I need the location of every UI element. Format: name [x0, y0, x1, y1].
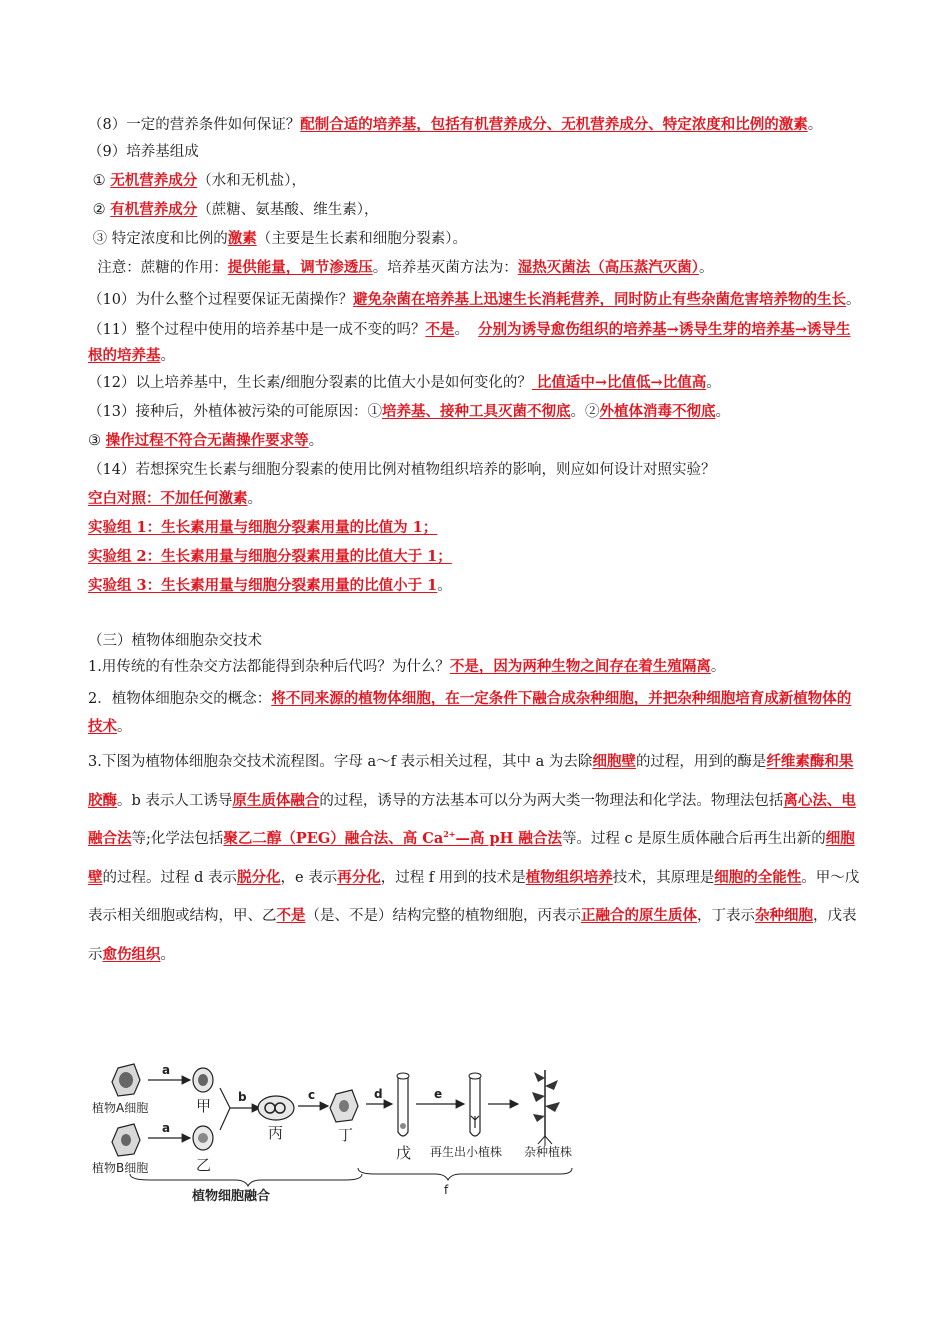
- answer-text: 培养基、接种工具灭菌不彻底: [381, 403, 571, 420]
- label-regen: 再生出小植株: [430, 1145, 503, 1159]
- label-f: f: [444, 1183, 449, 1197]
- question-13: [88, 402, 863, 422]
- punct: 。: [698, 260, 714, 276]
- question-text: 2．植物体细胞杂交的概念：: [88, 691, 272, 707]
- label-ding: 丁: [338, 1126, 354, 1144]
- answer-text: 离心法、电融合法: [88, 791, 856, 847]
- item-text: （主要是生长素和细胞分裂素）。: [256, 231, 467, 247]
- answer-text: 提供能量，调节渗透压: [227, 259, 373, 276]
- punct: 。: [710, 659, 726, 675]
- label-a-top: a: [162, 1063, 171, 1077]
- label-hybrid-plant: 杂种植株: [524, 1145, 573, 1159]
- hybridization-flow-diagram: [90, 1058, 600, 1208]
- document-body: [88, 112, 863, 974]
- answer-text: 实验组 2：生长素用量与细胞分裂素用量的比值大于 1；: [88, 548, 452, 565]
- answer-text: 原生质体融合: [232, 791, 320, 809]
- q9-item-3: [88, 229, 863, 249]
- answer-text: 湿热灭菌法（高压蒸汽灭菌）: [517, 259, 699, 276]
- answer-text: [223, 830, 562, 847]
- question-text: （8）一定的营养条件如何保证？: [88, 117, 301, 133]
- question-text: （12）以上培养基中，生长素/细胞分裂素的比值大小是如何变化的？: [88, 375, 532, 391]
- question-13-cont: [88, 431, 863, 451]
- answer-text: 细胞壁: [592, 753, 636, 770]
- fusion-brace: [130, 1174, 362, 1186]
- answer-text: 无机营养成分: [110, 172, 198, 189]
- answer-part: —高 pH 融合法: [455, 830, 562, 847]
- sec3-paragraph-1: [88, 657, 863, 677]
- answer-text: 实验组 3：生长素用量与细胞分裂素用量的比值小于 1: [88, 577, 438, 594]
- answer-text: 外植体消毒不彻底: [599, 403, 716, 420]
- answer-text: 脱分化: [237, 868, 281, 886]
- answer-text: 纤维素酶和果胶酶: [88, 753, 854, 809]
- answer-text: 空白对照：不加任何激素: [88, 490, 248, 507]
- item-text: （水和无机盐），: [197, 173, 306, 189]
- hybrid-plant-icon: [532, 1070, 560, 1146]
- answer-text: 细胞壁: [88, 830, 855, 886]
- item-text: ③ 特定浓度和比例的: [92, 231, 228, 247]
- question-text: 1.用传统的有性杂交方法都能得到杂种后代吗？为什么？: [88, 659, 450, 675]
- question-12: [88, 373, 863, 393]
- answer-text: 操作过程不符合无菌操作要求等: [105, 432, 309, 449]
- item-number: ③: [88, 433, 106, 449]
- answer-text: 再分化: [337, 868, 381, 886]
- item-number: ②: [92, 202, 106, 218]
- plantlet-tube-icon: [469, 1073, 481, 1136]
- section-3: [88, 631, 863, 974]
- para-text: 技术，其原理是: [612, 869, 715, 886]
- punct: 。: [807, 117, 823, 133]
- para-text: ，过程 f 用到的技术是: [380, 869, 526, 886]
- answer-text: 愈伤组织: [102, 945, 161, 963]
- para-text: ，丁表示: [697, 908, 755, 924]
- answer-part: 聚乙二醇（PEG）融合法、高 Ca: [223, 830, 444, 847]
- sec3-paragraph-2: [88, 685, 863, 741]
- punct: 。: [454, 322, 474, 338]
- answer-text: 植物组织培养: [525, 868, 613, 886]
- para-text: 等。过程 c 是原生质体融合后再生出新的: [561, 831, 826, 847]
- para-text: 。b 表示人工诱导: [117, 792, 233, 809]
- answer-text: 有机营养成分: [110, 201, 198, 218]
- question-text: （11）整个过程中使用的培养基中是一成不变的吗？: [88, 322, 426, 338]
- punct: 。: [308, 433, 324, 449]
- q9-item-1: [88, 171, 863, 191]
- label-jia: 甲: [196, 1097, 212, 1115]
- question-11: [88, 317, 863, 369]
- answer-text: 配制合适的培养基，包括有机营养成分、无机营养成分、特定浓度和比例的激素: [300, 116, 808, 133]
- sec3-paragraph-3: [88, 743, 863, 974]
- question-text: （13）接种后，外植体被污染的可能原因：①: [88, 404, 382, 420]
- q9-note: [88, 258, 863, 278]
- punct: 。: [160, 348, 175, 364]
- answer-text: 避免杂菌在培养基上迅速生长消耗营养，同时防止有些杂菌危害培养物的生长: [352, 291, 846, 308]
- q14-answer-blank: [88, 489, 863, 509]
- para-text: 的过程，用到的酶是: [635, 754, 767, 770]
- fusing-protoplast-bing-icon: [258, 1096, 294, 1120]
- answer-text: 不是: [276, 907, 306, 924]
- label-d: d: [374, 1087, 383, 1101]
- answer-text: 不是: [425, 321, 455, 338]
- answer-text: 分别为诱导愈伤组织的培养基→诱导生芽的培养基→诱导生根的培养基: [88, 321, 851, 364]
- plant-a-cell-icon: [112, 1064, 140, 1096]
- para-text: （是、不是）结构完整的植物细胞，丙表示: [305, 908, 581, 924]
- item-text: （蔗糖、氨基酸、维生素），: [197, 202, 379, 218]
- label-a-bottom: a: [162, 1121, 171, 1135]
- item-number: ①: [92, 173, 106, 189]
- plant-b-label: 植物B细胞: [92, 1161, 149, 1175]
- label-e: e: [434, 1087, 443, 1101]
- answer-text: 不是，因为两种生物之间存在着生殖隔离: [449, 658, 711, 675]
- question-10: [88, 287, 863, 313]
- answer-text: 杂种细胞: [755, 907, 813, 924]
- superscript: 2+: [443, 829, 456, 840]
- answer-text: 细胞的全能性: [714, 868, 802, 886]
- question-text: （10）为什么整个过程要保证无菌操作？: [88, 292, 353, 308]
- question-14: （14）若想探究生长素与细胞分裂素的使用比例对植物组织培养的影响，则应如何设计对照实验？: [88, 462, 716, 478]
- label-b: b: [238, 1090, 247, 1104]
- plant-b-cell-icon: [112, 1124, 140, 1156]
- label-bing: 丙: [268, 1124, 284, 1142]
- hybrid-cell-ding-icon: [330, 1090, 358, 1122]
- para-text: ，戊表示: [88, 908, 857, 963]
- note-text: 注意：蔗糖的作用：: [97, 260, 228, 276]
- note-text: 。培养基灭菌方法为：: [372, 260, 518, 276]
- merge-bracket: [220, 1088, 230, 1130]
- para-text: 。甲～戊表示相关细胞或结构，甲、乙: [88, 869, 860, 924]
- answer-text: 实验组 1：生长素用量与细胞分裂素用量的比值为 1；: [88, 519, 438, 536]
- punct: 。: [715, 404, 730, 420]
- q14-answer-group-3: [88, 576, 863, 596]
- punct: 。: [117, 719, 132, 735]
- protoplast-yi-icon: [193, 1126, 213, 1150]
- punct: 。: [845, 292, 861, 308]
- answer-text: 将不同来源的植物体细胞，在一定条件下融合成杂种细胞，并把杂种细胞培育成新植物体的技术: [88, 690, 852, 735]
- label-c: c: [308, 1088, 316, 1102]
- punct: 。: [247, 491, 262, 507]
- answer-text: 比值适中→比值低→比值高: [531, 374, 707, 391]
- punct: 。: [706, 375, 721, 391]
- para-text: 的过程，诱导的方法基本可以分为两大类一物理法和化学法。物理法包括: [319, 792, 784, 809]
- para-text: 3.下图为植物体细胞杂交技术流程图。字母 a～f 表示相关过程，其中 a 为去除: [88, 754, 593, 770]
- label-wu: 戊: [396, 1144, 412, 1162]
- protoplast-jia-icon: [193, 1068, 213, 1092]
- f-brace: [358, 1168, 572, 1180]
- answer-text: 激素: [227, 230, 257, 247]
- callus-tube-icon: [397, 1073, 409, 1136]
- answer-text: 正融合的原生质体: [581, 907, 697, 924]
- question-8: [88, 112, 863, 138]
- section-3-title: （三）植物体细胞杂交技术: [88, 633, 262, 649]
- punct: 。②: [570, 404, 600, 420]
- punct: 。: [437, 578, 452, 594]
- q9-item-2: [88, 200, 863, 220]
- para-text: 的过程。过程 d 表示: [102, 869, 237, 886]
- plant-a-label: 植物A细胞: [92, 1101, 149, 1115]
- q14-answer-group-1: [88, 518, 863, 538]
- q14-answer-group-2: [88, 547, 863, 567]
- para-text: ，e 表示: [280, 869, 338, 886]
- question-9-title: （9）培养基组成: [88, 144, 199, 160]
- para-text: 等;化学法包括: [131, 831, 224, 847]
- label-fusion: 植物细胞融合: [192, 1189, 271, 1204]
- para-text: 。: [160, 946, 175, 963]
- label-yi: 乙: [196, 1156, 212, 1174]
